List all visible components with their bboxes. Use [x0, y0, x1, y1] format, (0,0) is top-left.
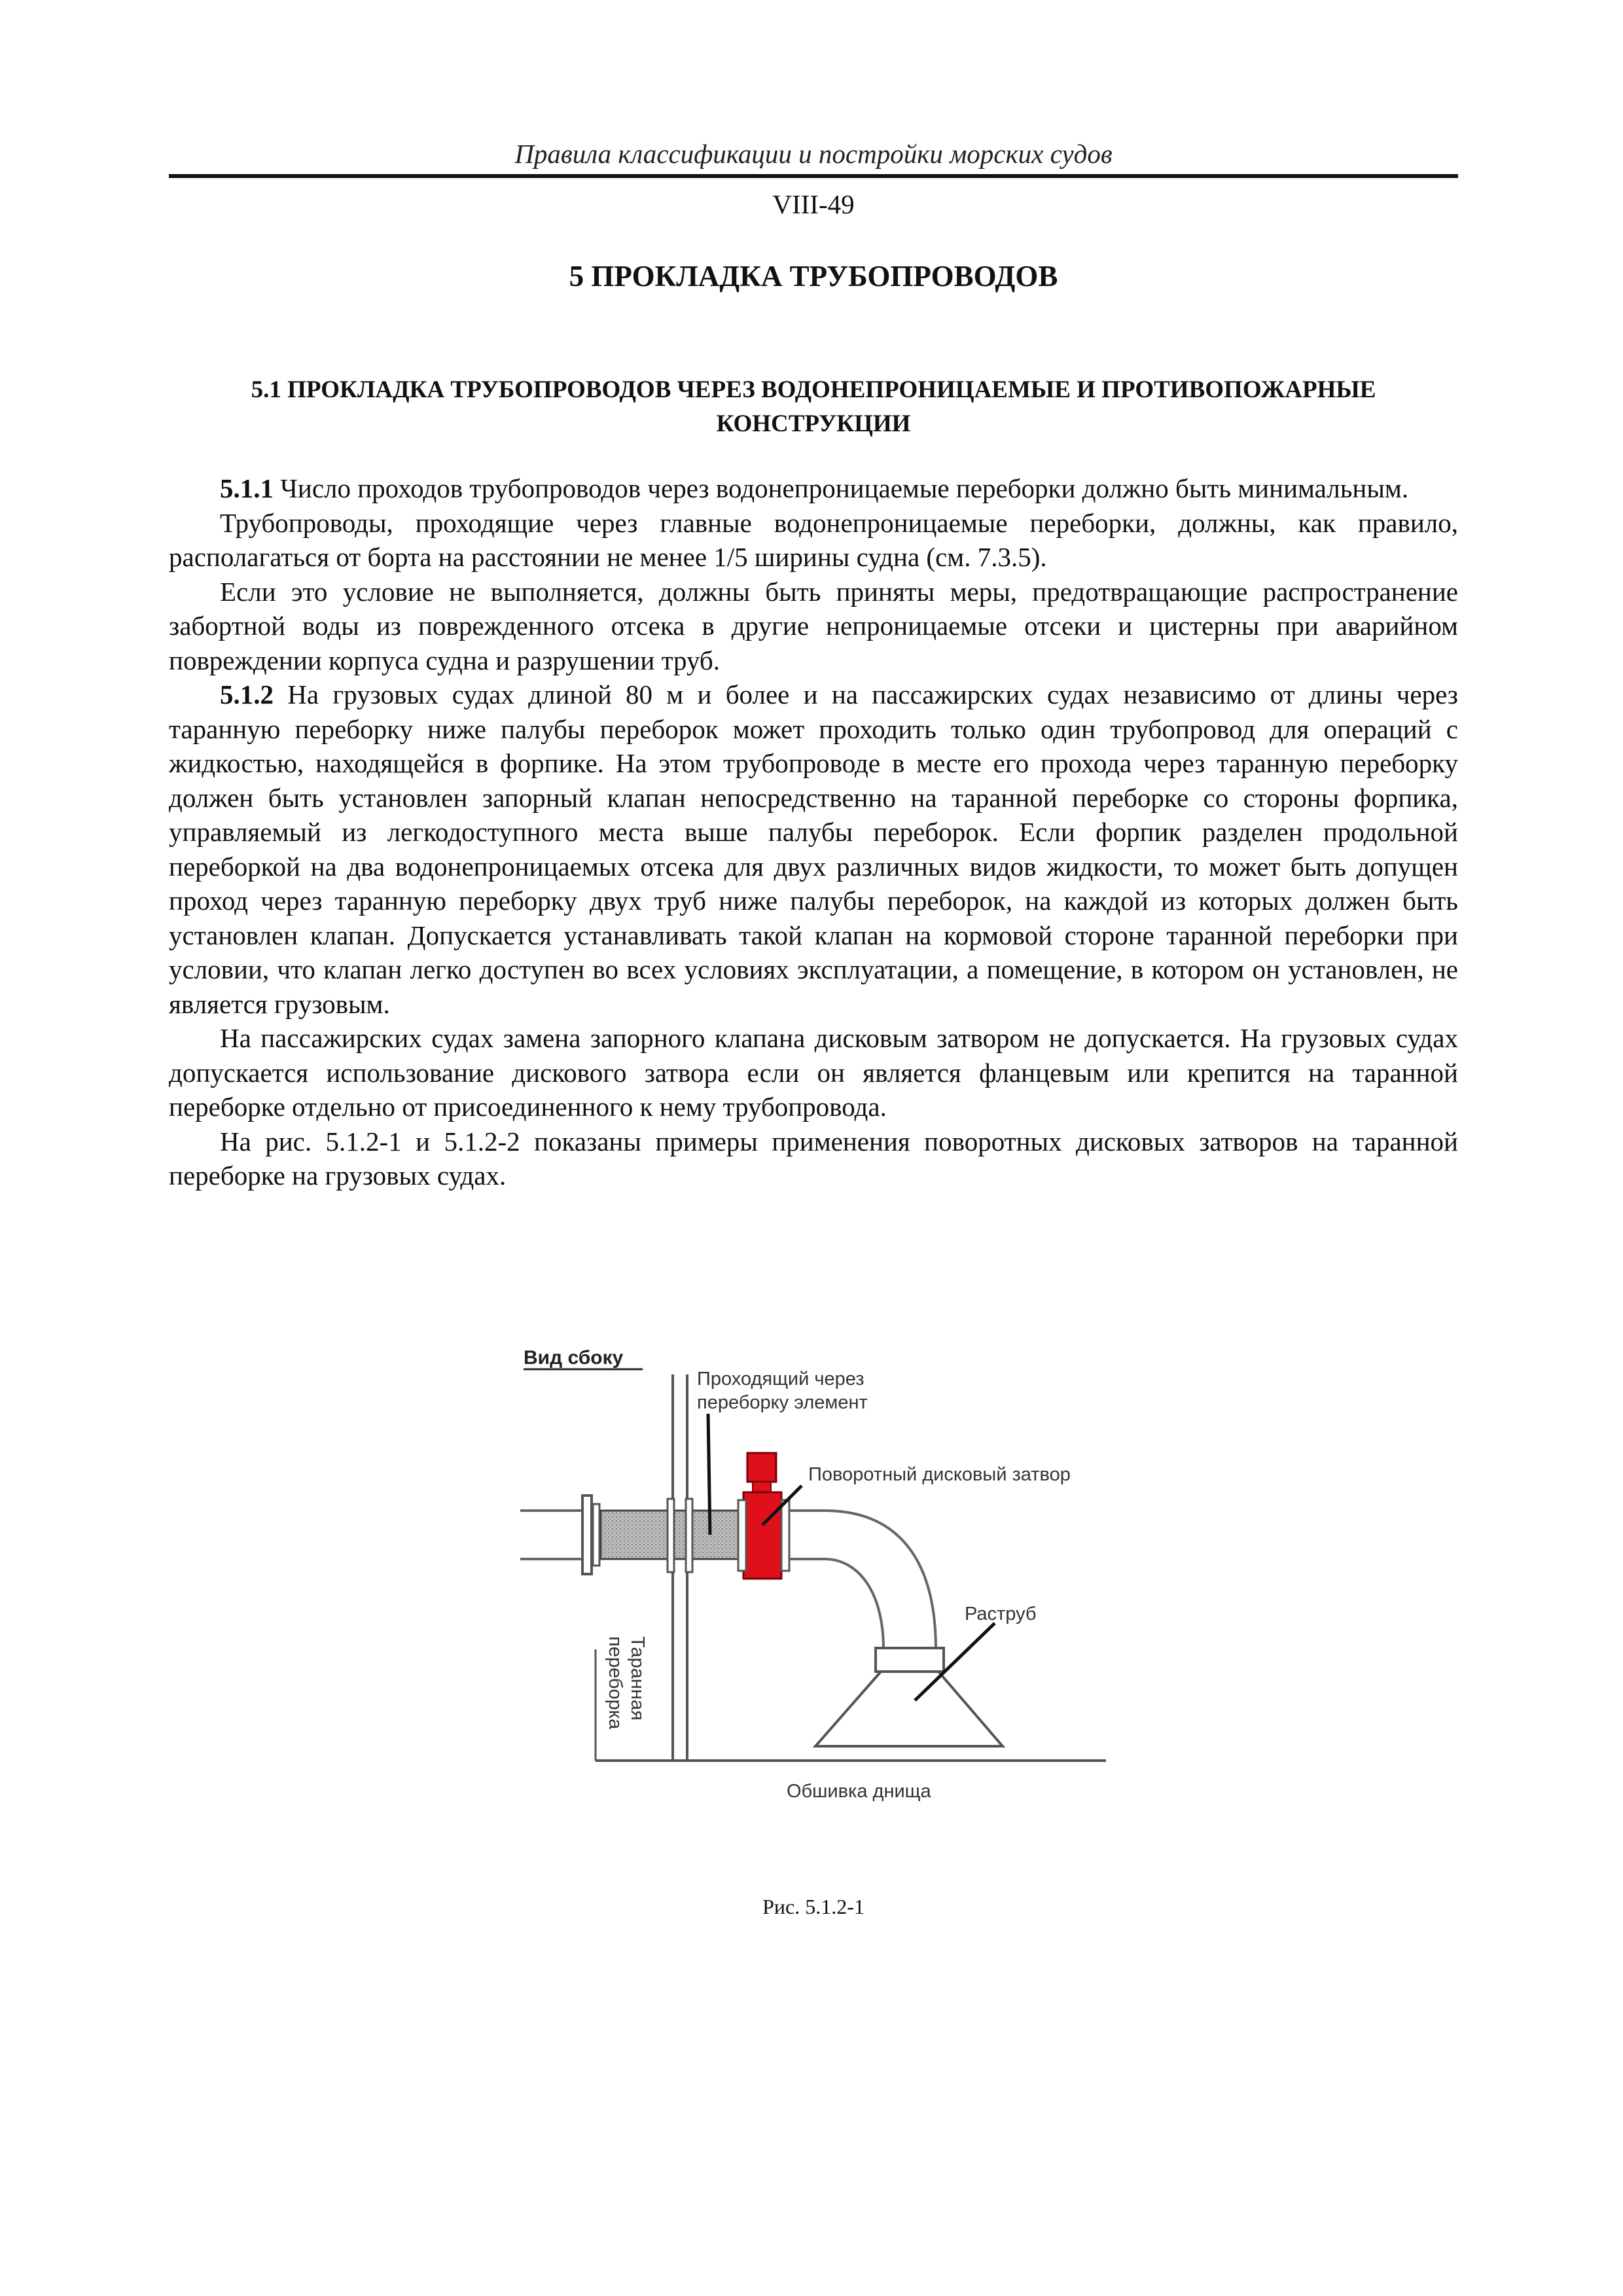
penetration-label: переборку элемент — [697, 1392, 868, 1413]
paragraph-text: Если это условие не выполняется, должны быть приняты меры, предотвращающие распространение забортной воды из поврежденного отсека в другие непроницаемые отсеки и цистерны при аварийном повреждении корпуса судна и разрушении труб. — [169, 576, 1458, 675]
flange — [593, 1504, 599, 1566]
elbow-inner — [789, 1559, 883, 1649]
penetration-label: Проходящий через — [697, 1369, 865, 1390]
valve-actuator — [747, 1453, 776, 1482]
flange — [582, 1496, 592, 1574]
clause-number: 5.1.2 — [220, 679, 274, 709]
bulkhead-flange — [686, 1499, 692, 1572]
body-text — [169, 471, 1458, 1193]
bellmouth-coupling — [876, 1648, 944, 1672]
clause-number: 5.1.1 — [220, 473, 274, 503]
valve-flange — [781, 1500, 789, 1571]
paragraph-text: Число проходов трубопроводов через водонепроницаемые переборки должно быть минимальным. — [274, 473, 1409, 503]
valve-stem — [753, 1482, 771, 1492]
running-title: Правила классификации и постройки морских судов — [514, 139, 1113, 169]
paragraph — [169, 1021, 1458, 1124]
paragraph-text: На пассажирских судах замена запорного клапана дисковым затвором не допускается. На грузовых судах допускается использование дискового затвора если он является фланцевым или крепится на таранной переборке отдельно от присоединенного к нему трубопровода. — [169, 1023, 1458, 1122]
paragraph — [169, 1124, 1458, 1193]
page-number: VIII-49 — [772, 189, 855, 219]
valve-flange — [738, 1500, 746, 1571]
bellmouth — [815, 1672, 1003, 1746]
bulkhead-label-line: переборка — [605, 1636, 626, 1730]
paragraph — [169, 575, 1458, 678]
pointer-penetration — [708, 1414, 710, 1535]
paragraph — [169, 471, 1458, 506]
paragraph-text: На рис. 5.1.2-1 и 5.1.2-2 показаны примеры применения поворотных дисковых затворов на таранной переборке на грузовых судах. — [169, 1126, 1458, 1191]
bulkhead-label-line: Таранная — [627, 1636, 648, 1721]
paragraph-text: Трубопроводы, проходящие через главные водонепроницаемые переборки, должны, как правило, располагаться от борта на расстоянии не менее 1/5 ширины судна (см. 7.3.5). — [169, 507, 1458, 572]
paragraph-text: На грузовых судах длиной 80 м и более и на пассажирских судах независимо от длины через таранную переборку ниже палубы переборок может проходить только один трубопровод для операций с жидкостью, находящейся в форпике. На этом трубопроводе в месте его прохода через таранную переборку должен быть установлен запорный клапан непосредственно на таранной переборке со стороны форпика, управляемый из легкодоступного места выше палубы переборок. Если форпик разделен продольной переборкой на два водонепроницаемых отсека для двух различных видов жидкости, то может быть допущен проход через таранную переборку двух труб ниже палубы переборок, на каждой из которых должен быть установлен клапан. Допускается устанавливать такой клапан на кормовой стороне таранной переборки при условии, что клапан легко доступен во всех условиях эксплуатации, а помещение, в котором он установлен, не является грузовым. — [169, 679, 1458, 1019]
section-title: 5.1 ПРОКЛАДКА ТРУБОПРОВОДОВ ЧЕРЕЗ ВОДОНЕПРОНИЦАЕМЫЕ И ПРОТИВОПОЖАРНЫЕ КОНСТРУКЦИИ — [251, 376, 1376, 437]
valve-diagram — [517, 1335, 1171, 1806]
view-label: Вид сбоку — [524, 1347, 624, 1369]
figure-valve-diagram — [517, 1335, 1171, 1806]
penetration-piece — [601, 1511, 758, 1559]
header-rule — [169, 174, 1458, 178]
butterfly-valve — [743, 1492, 781, 1579]
bellmouth-label: Раструб — [965, 1604, 1037, 1624]
bottom-plating-label: Обшивка днища — [787, 1781, 931, 1802]
paragraph — [169, 677, 1458, 1021]
bulkhead-flange — [668, 1499, 674, 1572]
valve-label: Поворотный дисковый затвор — [808, 1464, 1071, 1485]
paragraph — [169, 506, 1458, 575]
elbow-outer — [789, 1511, 936, 1649]
figure-caption: Рис. 5.1.2-1 — [762, 1895, 865, 1918]
chapter-title: 5 ПРОКЛАДКА ТРУБОПРОВОДОВ — [569, 260, 1058, 293]
bulkhead-label — [605, 1636, 648, 1730]
